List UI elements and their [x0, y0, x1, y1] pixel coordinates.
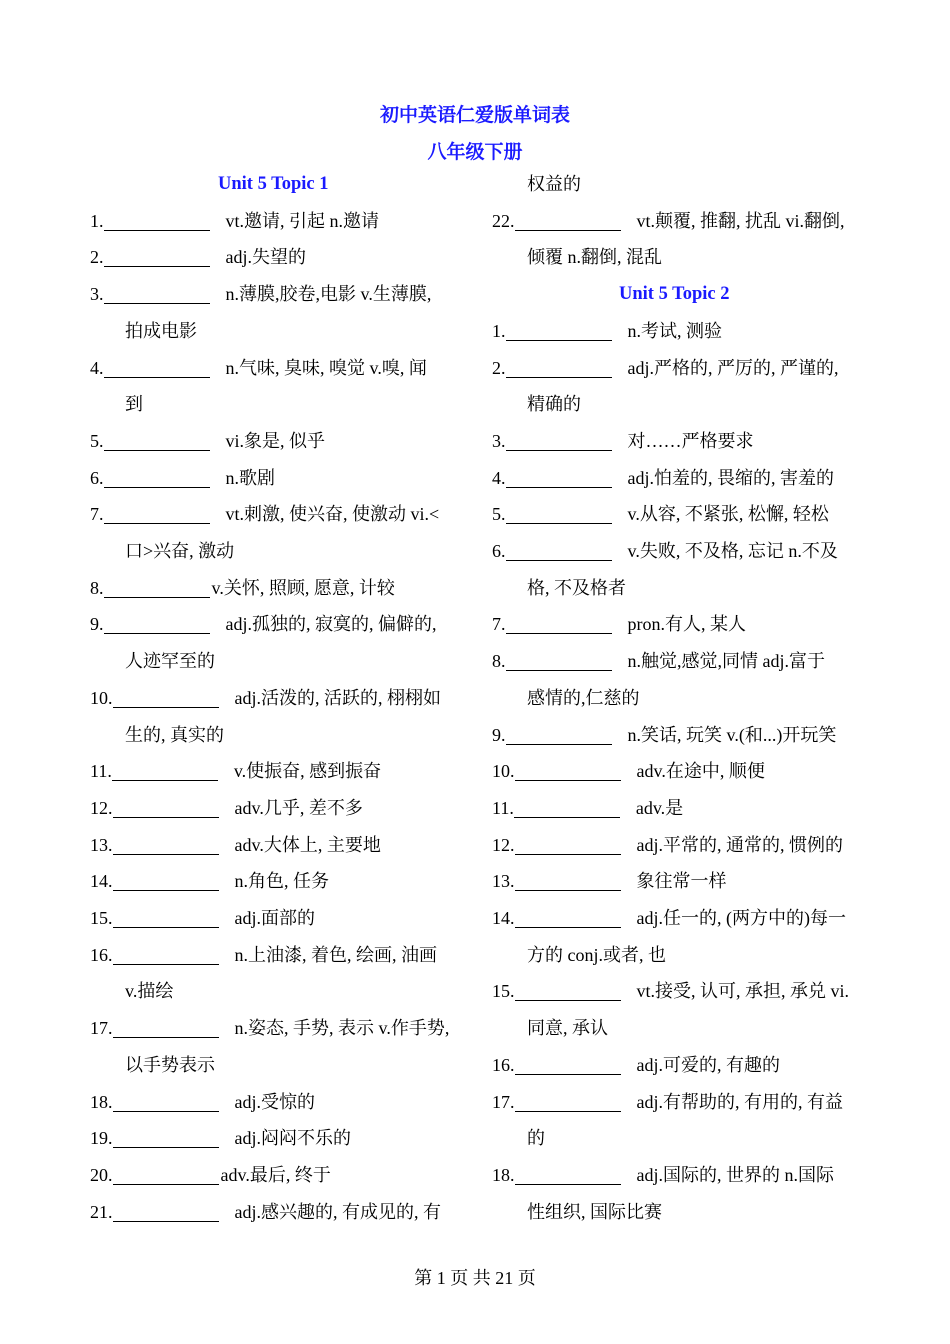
page-title: 初中英语仁爱版单词表 — [379, 105, 570, 126]
answer-blank[interactable] — [104, 614, 210, 634]
answer-blank[interactable] — [104, 211, 210, 231]
answer-blank[interactable] — [515, 211, 621, 231]
item-number: 15. — [492, 981, 515, 1002]
item-definition: adj.感兴趣的, 有成见的, 有 — [234, 1201, 441, 1222]
item-number: 3. — [492, 430, 506, 451]
item-definition: adj.失望的 — [225, 247, 306, 268]
item-definition: n.上油漆, 着色, 绘画, 油画 — [234, 944, 437, 965]
section-heading: Unit 5 Topic 2 — [619, 284, 730, 305]
item-number: 15. — [90, 908, 113, 929]
item-number: 8. — [90, 577, 104, 598]
item-definition: adj.孤独的, 寂寞的, 偏僻的, — [225, 614, 437, 635]
word-item — [492, 313, 867, 350]
item-definition: vi.象是, 似乎 — [225, 430, 326, 451]
item-definition-continued: 方的 conj.或者, 也 — [527, 944, 666, 965]
word-item — [90, 203, 465, 240]
item-definition-continued: 精确的 — [527, 394, 581, 415]
item-definition-continued: 生的, 真实的 — [125, 724, 224, 745]
item-definition: adj.可爱的, 有趣的 — [636, 1054, 780, 1075]
answer-blank[interactable] — [113, 1128, 219, 1148]
answer-blank[interactable] — [506, 725, 612, 745]
answer-blank[interactable] — [104, 468, 210, 488]
item-number: 14. — [492, 908, 515, 929]
word-item — [492, 460, 867, 497]
word-item — [90, 1194, 465, 1231]
answer-blank[interactable] — [113, 835, 219, 855]
word-item — [90, 239, 465, 276]
item-number: 13. — [90, 834, 113, 855]
word-list — [90, 203, 465, 1231]
item-definition: adv.是 — [635, 797, 684, 818]
word-item — [90, 680, 465, 717]
item-definition: adv.大体上, 主要地 — [234, 834, 381, 855]
answer-blank[interactable] — [515, 761, 621, 781]
item-definition: adj.闷闷不乐的 — [234, 1128, 351, 1149]
word-item — [90, 1010, 465, 1047]
answer-blank[interactable] — [113, 945, 219, 965]
answer-blank[interactable] — [506, 504, 612, 524]
word-item — [492, 790, 867, 827]
item-definition: vt.邀请, 引起 n.邀请 — [225, 210, 380, 231]
item-definition-continued: 到 — [125, 394, 143, 415]
item-definition-continued: 人迹罕至的 — [125, 651, 215, 672]
answer-blank[interactable] — [515, 835, 621, 855]
word-item — [492, 423, 867, 460]
item-number: 5. — [90, 430, 104, 451]
right-column — [492, 166, 867, 1230]
answer-blank[interactable] — [104, 247, 210, 267]
word-item — [90, 276, 465, 313]
word-item — [492, 973, 867, 1010]
word-item — [492, 900, 867, 937]
item-definition: n.触觉,感觉,同情 adj.富于 — [627, 651, 825, 672]
answer-blank[interactable] — [506, 431, 612, 451]
answer-blank[interactable] — [506, 321, 612, 341]
item-number: 9. — [90, 614, 104, 635]
item-definition: adj.活泼的, 活跃的, 栩栩如 — [234, 687, 441, 708]
answer-blank[interactable] — [506, 541, 612, 561]
word-item — [492, 1157, 867, 1194]
item-definition: n.笑话, 玩笑 v.(和...)开玩笑 — [627, 724, 837, 745]
word-item — [492, 827, 867, 864]
word-item — [492, 203, 867, 240]
item-definition: adj.受惊的 — [234, 1091, 315, 1112]
item-definition: pron.有人, 某人 — [627, 614, 746, 635]
answer-blank[interactable] — [113, 1018, 219, 1038]
item-definition: adv.几乎, 差不多 — [234, 797, 363, 818]
answer-blank[interactable] — [104, 504, 210, 524]
item-definition: v.失败, 不及格, 忘记 n.不及 — [627, 541, 838, 562]
item-number: 7. — [90, 504, 104, 525]
page-footer: 第 1 页 共 21 页 — [414, 1268, 536, 1288]
answer-blank[interactable] — [113, 1202, 219, 1222]
item-definition-continued: 口>兴奋, 激动 — [125, 541, 235, 562]
item-number: 2. — [492, 357, 506, 378]
item-number: 16. — [492, 1054, 515, 1075]
item-number: 8. — [492, 651, 506, 672]
item-definition: n.气味, 臭味, 嗅觉 v.嗅, 闻 — [225, 357, 427, 378]
item-definition: adv.最后, 终于 — [220, 1164, 331, 1185]
item-number: 6. — [90, 467, 104, 488]
item-number: 17. — [492, 1091, 515, 1112]
answer-blank[interactable] — [506, 358, 612, 378]
item-number: 16. — [90, 944, 113, 965]
answer-blank[interactable] — [515, 871, 621, 891]
item-definition-continued: v.描绘 — [125, 981, 174, 1002]
item-definition: adj.国际的, 世界的 n.国际 — [636, 1164, 834, 1185]
item-number: 20. — [90, 1164, 113, 1185]
item-definition: vt.接受, 认可, 承担, 承兑 vi. — [636, 981, 850, 1002]
word-item — [492, 350, 867, 387]
word-item — [90, 496, 465, 533]
word-item — [90, 606, 465, 643]
answer-blank[interactable] — [506, 468, 612, 488]
item-definition-continued: 格, 不及格者 — [527, 577, 626, 598]
item-definition: v.从容, 不紧张, 松懈, 轻松 — [627, 504, 829, 525]
word-item — [90, 460, 465, 497]
item-number: 4. — [90, 357, 104, 378]
word-item — [492, 1084, 867, 1121]
word-item — [90, 790, 465, 827]
item-definition: n.歌剧 — [225, 467, 275, 488]
item-definition: adv.在途中, 顺便 — [636, 761, 765, 782]
item-number: 18. — [90, 1091, 113, 1112]
answer-blank[interactable] — [515, 1092, 621, 1112]
item-definition: vt.刺激, 使兴奋, 使激动 vi.< — [225, 504, 440, 525]
answer-blank[interactable] — [113, 798, 219, 818]
item-definition: adj.有帮助的, 有用的, 有益 — [636, 1091, 843, 1112]
answer-blank[interactable] — [514, 798, 620, 818]
word-item — [90, 1084, 465, 1121]
item-number: 4. — [492, 467, 506, 488]
item-number: 21. — [90, 1201, 113, 1222]
word-item — [492, 606, 867, 643]
answer-blank[interactable] — [506, 651, 612, 671]
answer-blank[interactable] — [506, 614, 612, 634]
word-item — [492, 533, 867, 570]
item-definition: v.关怀, 照顾, 愿意, 计较 — [211, 577, 395, 598]
left-column — [90, 166, 465, 1230]
item-definition: adj.怕羞的, 畏缩的, 害羞的 — [627, 467, 834, 488]
item-definition: n.考试, 测验 — [627, 320, 722, 341]
answer-blank[interactable] — [515, 908, 621, 928]
item-definition: v.使振奋, 感到振奋 — [233, 761, 382, 782]
item-definition-continued: 同意, 承认 — [527, 1018, 608, 1039]
item-number: 2. — [90, 247, 104, 268]
answer-blank[interactable] — [113, 908, 219, 928]
item-definition: vt.颠覆, 推翻, 扰乱 vi.翻倒, — [636, 210, 845, 231]
word-item — [492, 717, 867, 754]
item-number: 1. — [492, 320, 506, 341]
item-number: 10. — [90, 687, 113, 708]
item-number: 1. — [90, 210, 104, 231]
item-number: 14. — [90, 871, 113, 892]
item-definition-continued: 拍成电影 — [125, 320, 197, 341]
item-number: 3. — [90, 284, 104, 305]
word-item — [90, 423, 465, 460]
item-number: 18. — [492, 1164, 515, 1185]
item-number: 12. — [90, 797, 113, 818]
word-item — [492, 863, 867, 900]
item-definition-continued: 性组织, 国际比赛 — [527, 1201, 662, 1222]
item-definition: n.角色, 任务 — [234, 871, 329, 892]
word-item — [90, 753, 465, 790]
answer-blank[interactable] — [515, 1165, 621, 1185]
word-item — [90, 570, 465, 607]
item-number: 6. — [492, 541, 506, 562]
item-definition-continued: 以手势表示 — [125, 1054, 215, 1075]
word-item — [492, 1047, 867, 1084]
item-number: 5. — [492, 504, 506, 525]
word-item — [90, 900, 465, 937]
word-item — [492, 496, 867, 533]
answer-blank[interactable] — [104, 578, 210, 598]
answer-blank[interactable] — [112, 761, 218, 781]
item-definition: 象往常一样 — [636, 871, 727, 892]
item-number: 19. — [90, 1128, 113, 1149]
item-number: 7. — [492, 614, 506, 635]
item-number: 11. — [492, 797, 514, 818]
item-definition: adj.严格的, 严厉的, 严谨的, — [627, 357, 839, 378]
answer-blank[interactable] — [113, 1092, 219, 1112]
word-item — [90, 937, 465, 974]
answer-blank[interactable] — [104, 431, 210, 451]
word-item — [90, 1120, 465, 1157]
answer-blank[interactable] — [113, 1165, 219, 1185]
item-definition: adj.面部的 — [234, 908, 315, 929]
answer-blank[interactable] — [113, 688, 219, 708]
word-item — [492, 753, 867, 790]
item-number: 22. — [492, 210, 515, 231]
word-item — [90, 863, 465, 900]
item-number: 11. — [90, 761, 112, 782]
answer-blank[interactable] — [104, 284, 210, 304]
item-definition: adj.任一的, (两方中的)每一 — [636, 908, 846, 929]
item-definition-continued: 的 — [527, 1128, 545, 1149]
word-item — [492, 643, 867, 680]
word-item — [90, 827, 465, 864]
word-item — [90, 350, 465, 387]
answer-blank[interactable] — [515, 1055, 621, 1075]
item-definition: 对……严格要求 — [627, 430, 754, 451]
item-number: 10. — [492, 761, 515, 782]
item-definition: adj.平常的, 通常的, 惯例的 — [636, 834, 843, 855]
word-list — [492, 313, 867, 1231]
item-definition-continued: 感情的,仁慈的 — [527, 687, 640, 708]
item-number: 17. — [90, 1018, 113, 1039]
item-definition: n.姿态, 手势, 表示 v.作手势, — [234, 1018, 450, 1039]
word-item — [90, 1157, 465, 1194]
item-number: 13. — [492, 871, 515, 892]
item-definition: n.薄膜,胶卷,电影 v.生薄膜, — [225, 284, 432, 305]
word-list — [492, 203, 867, 276]
item-number: 12. — [492, 834, 515, 855]
page-subtitle: 八年级下册 — [427, 142, 523, 163]
answer-blank[interactable] — [515, 981, 621, 1001]
continuation-line: 权益的 — [527, 174, 581, 194]
item-definition-continued: 倾覆 n.翻倒, 混乱 — [527, 247, 662, 268]
section-heading: Unit 5 Topic 1 — [218, 174, 329, 194]
item-number: 9. — [492, 724, 506, 745]
answer-blank[interactable] — [104, 358, 210, 378]
answer-blank[interactable] — [113, 871, 219, 891]
